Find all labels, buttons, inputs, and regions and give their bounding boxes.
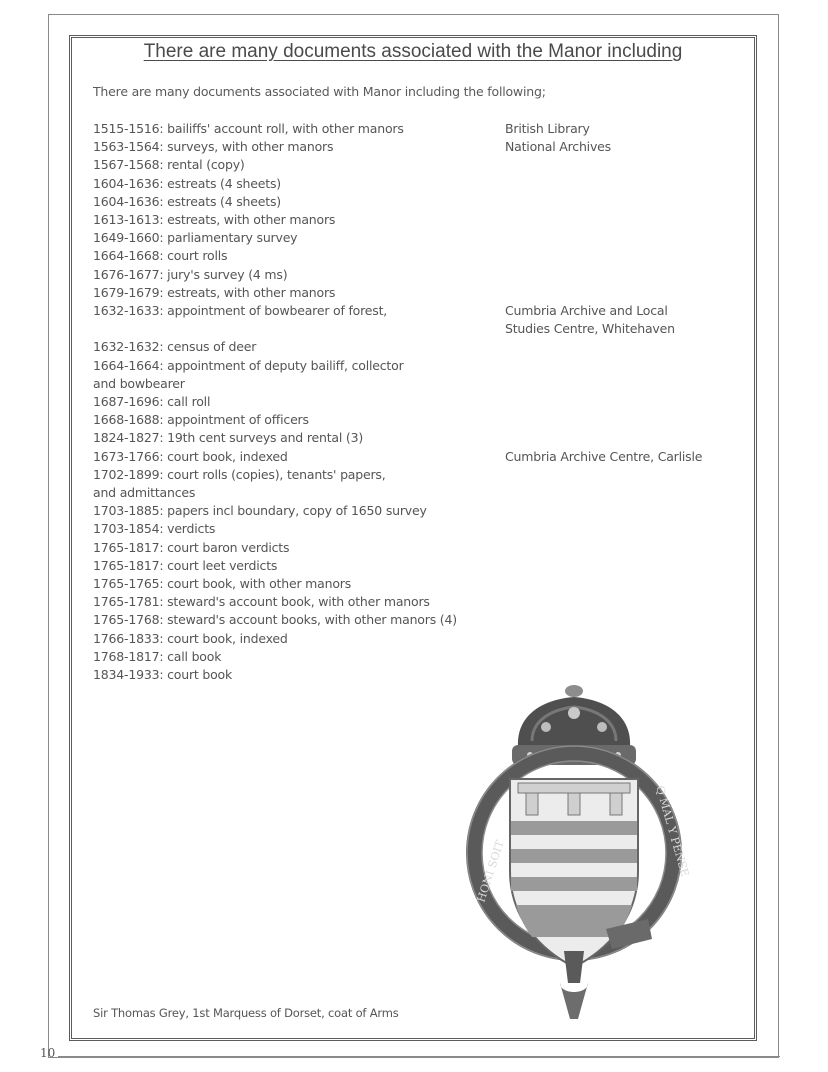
document-description: 1664-1668: court rolls <box>93 248 228 264</box>
document-description: 1649-1660: parliamentary survey <box>93 230 298 246</box>
document-description: 1679-1679: estreats, with other manors <box>93 284 336 300</box>
document-description: 1765-1768: steward's account books, with other manors (4) <box>93 612 457 628</box>
document-entry <box>93 138 733 156</box>
document-entry <box>93 502 733 520</box>
archive-location <box>505 502 733 520</box>
archive-location <box>505 284 733 302</box>
archive-location <box>505 411 733 429</box>
document-entry <box>93 411 733 429</box>
archive-location <box>505 429 733 447</box>
archive-location <box>505 666 733 684</box>
document-description: 1567-1568: rental (copy) <box>93 157 245 173</box>
garter-motto-right: Q MAL Y PENSE <box>653 784 692 879</box>
crown-finial <box>565 685 583 697</box>
archive-location <box>505 575 733 593</box>
document-description: 1687-1696: call roll <box>93 394 211 410</box>
archive-location <box>505 611 733 629</box>
document-entry <box>93 156 733 174</box>
document-entry <box>93 448 733 466</box>
document-entry <box>93 393 733 411</box>
document-description: 1765-1817: court leet verdicts <box>93 557 278 573</box>
archive-location <box>505 211 733 229</box>
document-entry <box>93 648 733 666</box>
document-entry <box>93 557 733 575</box>
document-entry <box>93 357 733 393</box>
document-entry <box>93 611 733 629</box>
document-description: 1515-1516: bailiffs' account roll, with other manors <box>93 121 404 136</box>
archive-location <box>505 229 733 247</box>
document-entry <box>93 175 733 193</box>
page-number: 10 <box>40 1046 56 1060</box>
document-entry <box>93 539 733 557</box>
archive-location: Cumbria Archive Centre, Carlisle <box>505 448 703 464</box>
archive-location <box>505 193 733 211</box>
document-description: 1604-1636: estreats (4 sheets) <box>93 193 281 209</box>
document-entry <box>93 120 733 138</box>
document-description: 1563-1564: surveys, with other manors <box>93 139 334 155</box>
document-entry <box>93 466 733 502</box>
document-entry <box>93 211 733 229</box>
garter-pendant <box>560 983 588 1019</box>
document-entry <box>93 666 733 684</box>
document-entry <box>93 247 733 265</box>
document-description: 1676-1677: jury's survey (4 ms) <box>93 266 288 282</box>
archive-location <box>505 520 733 538</box>
document-entry <box>93 575 733 593</box>
document-entry <box>93 302 733 338</box>
document-description: 1613-1613: estreats, with other manors <box>93 212 336 228</box>
crown-arches <box>518 697 630 747</box>
archive-location <box>505 357 733 393</box>
intro-text: There are many documents associated with Manor including the following; <box>93 84 546 99</box>
page-heading: There are many documents associated with the Manor including <box>143 41 683 62</box>
document-description: 1766-1833: court book, indexed <box>93 630 288 646</box>
garter-motto-left: HONI SOIT <box>474 838 507 904</box>
archive-location <box>505 175 733 193</box>
document-description: 1632-1633: appointment of bowbearer of forest, <box>93 303 388 319</box>
document-description: 1765-1781: steward's account book, with other manors <box>93 594 430 610</box>
archive-location <box>505 156 733 174</box>
archive-location <box>505 539 733 557</box>
document-entry <box>93 229 733 247</box>
document-description: 1702-1899: court rolls (copies), tenants' papers, and admittances <box>93 466 386 501</box>
archive-location: British Library <box>505 121 590 136</box>
document-description: 1703-1885: papers incl boundary, copy of 1650 survey <box>93 503 427 519</box>
image-caption: Sir Thomas Grey, 1st Marquess of Dorset, coat of Arms <box>93 1006 399 1020</box>
archive-location <box>505 630 733 648</box>
archive-location <box>505 557 733 575</box>
document-description: 1673-1766: court book, indexed <box>93 448 288 464</box>
document-description: 1632-1632: census of deer <box>93 339 257 355</box>
document-entry <box>93 338 733 356</box>
document-description: 1824-1827: 19th cent surveys and rental (3) <box>93 430 364 446</box>
document-description: 1765-1765: court book, with other manors <box>93 576 352 592</box>
archive-location <box>505 466 733 502</box>
document-description: 1668-1688: appointment of officers <box>93 412 309 428</box>
document-description: 1768-1817: call book <box>93 648 222 664</box>
coat-of-arms-image <box>466 683 692 1023</box>
archive-location <box>505 338 733 356</box>
document-entry <box>93 630 733 648</box>
document-description: 1664-1664: appointment of deputy bailiff, collector and bowbearer <box>93 357 404 391</box>
archive-location: National Archives <box>505 139 611 155</box>
document-description: 1703-1854: verdicts <box>93 521 216 537</box>
document-entry <box>93 284 733 302</box>
archive-location <box>505 648 733 666</box>
document-entry <box>93 193 733 211</box>
document-entry <box>93 266 733 284</box>
document-description: 1604-1636: estreats (4 sheets) <box>93 175 281 191</box>
document-entry <box>93 429 733 447</box>
document-entry <box>93 520 733 538</box>
footer-rule <box>58 1056 780 1057</box>
archive-location <box>505 247 733 265</box>
document-list <box>93 120 733 684</box>
archive-location <box>505 266 733 284</box>
archive-location <box>505 593 733 611</box>
document-description: 1834-1933: court book <box>93 667 233 683</box>
archive-location: Cumbria Archive and Local Studies Centre, Whitehaven <box>505 303 675 337</box>
document-entry <box>93 593 733 611</box>
archive-location <box>505 393 733 411</box>
document-description: 1765-1817: court baron verdicts <box>93 539 290 555</box>
